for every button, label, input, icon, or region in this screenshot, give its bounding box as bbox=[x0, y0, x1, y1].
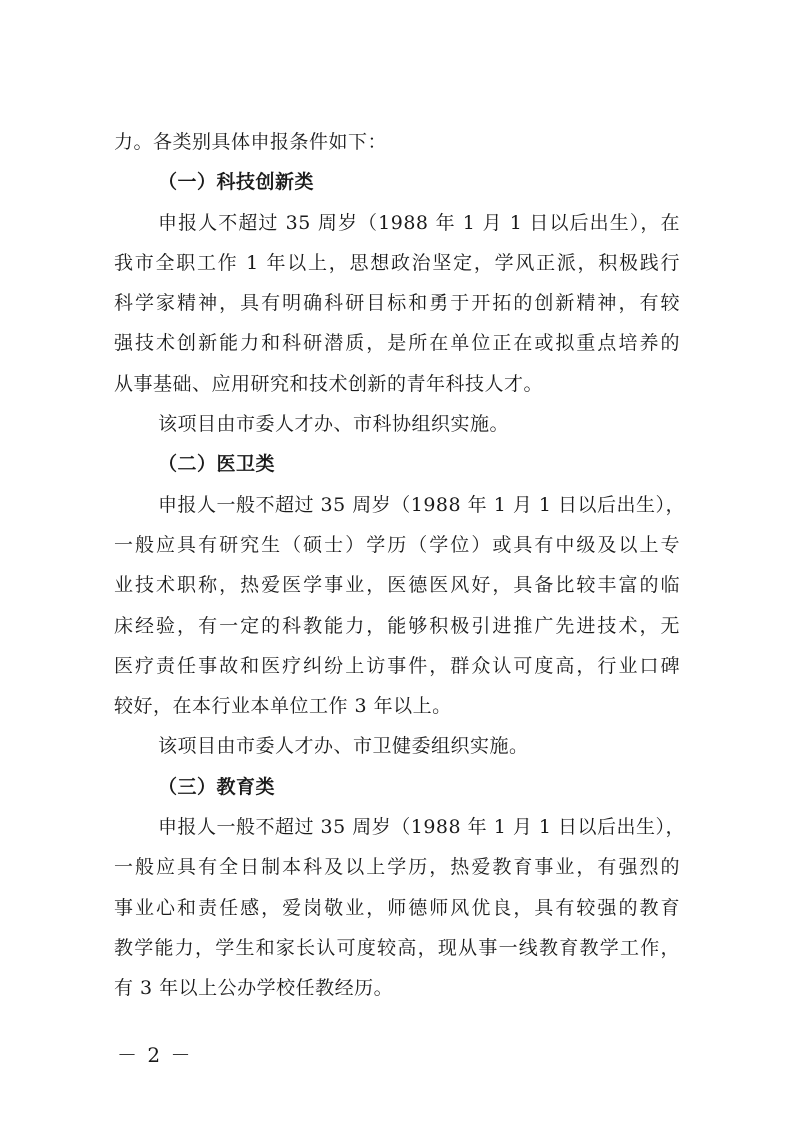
paragraph-line: 教学能力，学生和家长认可度较高，现从事一线教育教学工作， bbox=[114, 936, 680, 959]
paragraph-line: 业技术职称，热爱医学事业，医德医风好，具备比较丰富的临 bbox=[114, 574, 680, 597]
section-heading-medical: （二）医卫类 bbox=[158, 453, 276, 476]
paragraph-line: 事业心和责任感，爱岗敬业，师德师风优良，具有较强的教育 bbox=[114, 896, 680, 919]
paragraph-line: 医疗责任事故和医疗纠纷上访事件，群众认可度高，行业口碑 bbox=[114, 654, 680, 677]
paragraph-line: 有 3 年以上公办学校任教经历。 bbox=[114, 977, 394, 1000]
paragraph-line: 申报人一般不超过 35 周岁（1988 年 1 月 1 日以后出生）， bbox=[158, 493, 685, 516]
paragraph-line: 申报人一般不超过 35 周岁（1988 年 1 月 1 日以后出生）， bbox=[158, 816, 685, 839]
section-heading-education: （三）教育类 bbox=[158, 775, 276, 798]
paragraph-line: 从事基础、应用研究和技术创新的青年科技人才。 bbox=[114, 372, 544, 395]
section-heading-tech-innovation: （一）科技创新类 bbox=[158, 171, 315, 194]
paragraph-line: 一般应具有研究生（硕士）学历（学位）或具有中级及以上专 bbox=[114, 533, 680, 556]
paragraph-line: 较好，在本行业本单位工作 3 年以上。 bbox=[114, 695, 452, 718]
paragraph-line: 科学家精神，具有明确科研目标和勇于开拓的创新精神，有较 bbox=[114, 292, 680, 315]
paragraph-line: 一般应具有全日制本科及以上学历，热爱教育事业，有强烈的 bbox=[114, 856, 680, 879]
paragraph-line: 该项目由市委人才办、市科协组织实施。 bbox=[158, 413, 510, 436]
paragraph-line: 强技术创新能力和科研潜质，是所在单位正在或拟重点培养的 bbox=[114, 332, 680, 355]
paragraph-line: 我市全职工作 1 年以上，思想政治坚定，学风正派，积极践行 bbox=[114, 251, 680, 274]
paragraph-line: 床经验，有一定的科教能力，能够积极引进推广先进技术，无 bbox=[114, 614, 680, 637]
page-number: － 2 － bbox=[117, 1043, 193, 1067]
paragraph-line: 该项目由市委人才办、市卫健委组织实施。 bbox=[158, 735, 529, 758]
paragraph-line: 力。各类别具体申报条件如下： bbox=[114, 131, 388, 153]
body-text bbox=[114, 122, 685, 1009]
paragraph-line: 申报人不超过 35 周岁（1988 年 1 月 1 日以后出生），在 bbox=[158, 211, 680, 234]
